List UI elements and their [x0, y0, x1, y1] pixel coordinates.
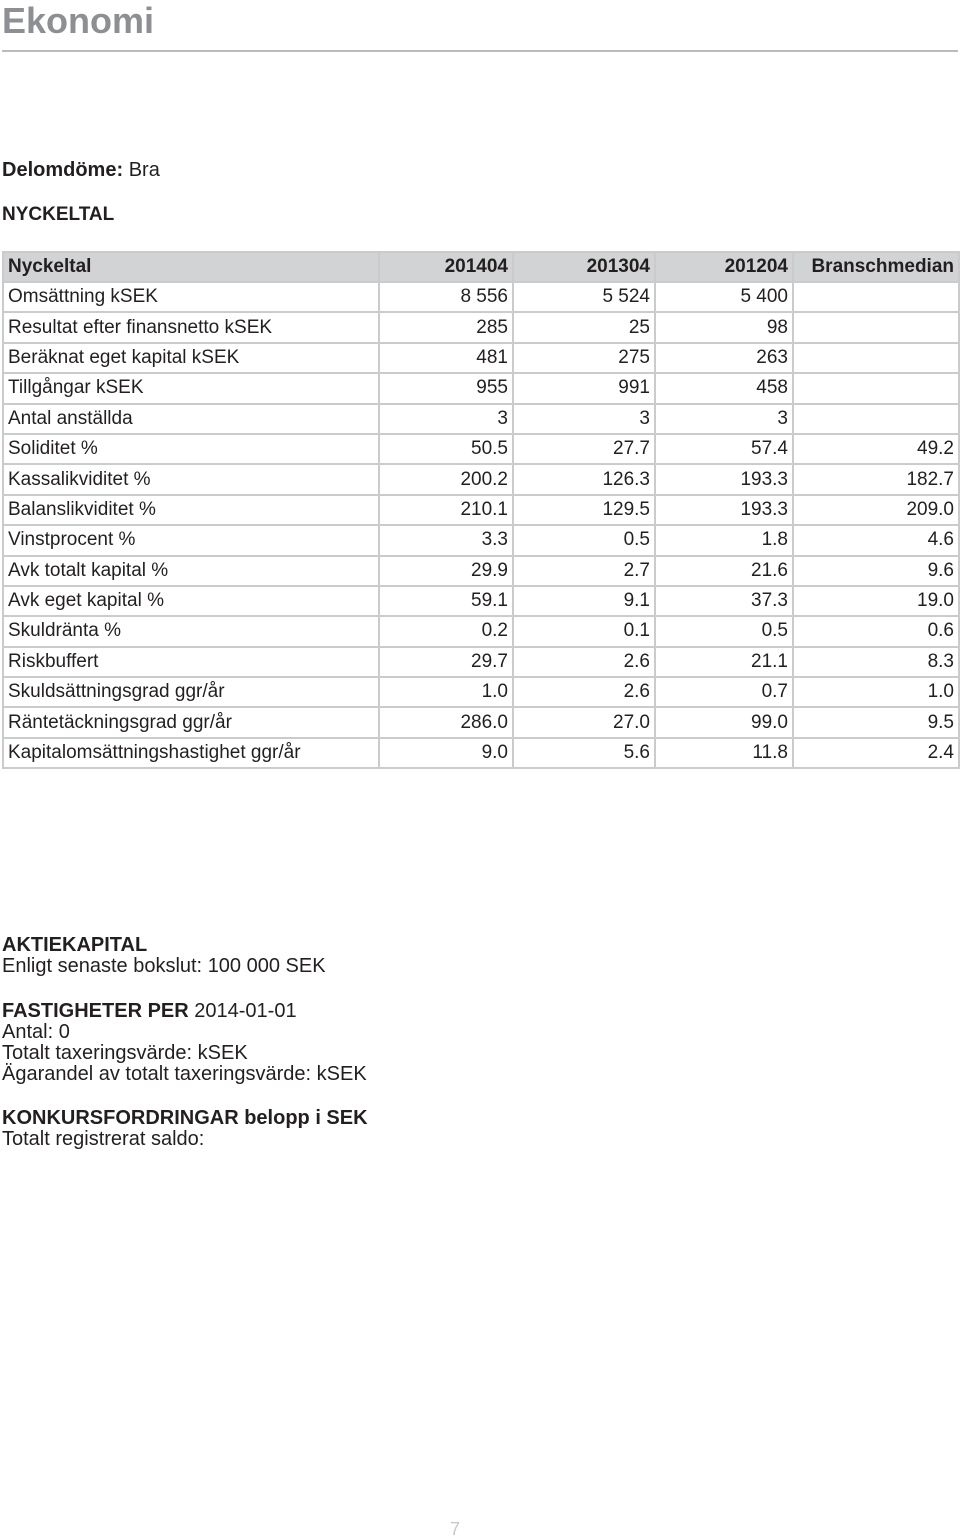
fastigheter-date: 2014-01-01 — [194, 1000, 297, 1022]
fastigheter-heading: FASTIGHETER PER — [2, 1000, 189, 1022]
row-label: Soliditet % — [3, 434, 379, 464]
table-cell: 0.5 — [513, 525, 655, 555]
table-row — [3, 373, 959, 403]
table-cell — [793, 282, 959, 312]
rating-label: Delomdöme: — [2, 159, 124, 181]
table-cell: 9.0 — [379, 738, 513, 768]
table-cell: 21.6 — [655, 556, 793, 586]
konkurs-section — [2, 1108, 368, 1150]
row-label: Omsättning kSEK — [3, 282, 379, 312]
table-cell: 4.6 — [793, 525, 959, 555]
table-cell: 458 — [655, 373, 793, 403]
table-cell: 182.7 — [793, 464, 959, 494]
row-label: Räntetäckningsgrad ggr/år — [3, 707, 379, 737]
table-cell: 29.9 — [379, 556, 513, 586]
table-cell: 1.0 — [379, 677, 513, 707]
table-cell: 193.3 — [655, 464, 793, 494]
table-row — [3, 404, 959, 434]
table-row — [3, 495, 959, 525]
row-label: Vinstprocent % — [3, 525, 379, 555]
table-row — [3, 556, 959, 586]
table-cell: 5.6 — [513, 738, 655, 768]
table-row — [3, 464, 959, 494]
aktiekapital-line — [2, 956, 326, 977]
aktiekapital-section — [2, 935, 326, 977]
table-cell: 285 — [379, 312, 513, 342]
table-cell: 50.5 — [379, 434, 513, 464]
table-cell: 99.0 — [655, 707, 793, 737]
table-cell: 2.6 — [513, 647, 655, 677]
taxering-value: kSEK — [197, 1042, 248, 1064]
table-cell: 9.6 — [793, 556, 959, 586]
row-label: Avk eget kapital % — [3, 586, 379, 616]
table-cell — [793, 312, 959, 342]
table-cell: 209.0 — [793, 495, 959, 525]
table-row — [3, 677, 959, 707]
row-label: Antal anställda — [3, 404, 379, 434]
rating-value: Bra — [128, 159, 160, 181]
column-header: 201404 — [379, 252, 513, 282]
nyckeltal-heading: NYCKELTAL — [2, 204, 115, 225]
table-cell: 0.5 — [655, 616, 793, 646]
table-cell: 11.8 — [655, 738, 793, 768]
row-label: Skuldsättningsgrad ggr/år — [3, 677, 379, 707]
row-label: Tillgångar kSEK — [3, 373, 379, 403]
antal-label: Antal: — [2, 1021, 54, 1043]
table-cell: 9.1 — [513, 586, 655, 616]
table-cell: 29.7 — [379, 647, 513, 677]
aktiekapital-label: Enligt senaste bokslut: — [2, 955, 203, 977]
row-label: Resultat efter finansnetto kSEK — [3, 312, 379, 342]
aktiekapital-heading: AKTIEKAPITAL — [2, 934, 148, 956]
row-label: Kassalikviditet % — [3, 464, 379, 494]
table-row — [3, 282, 959, 312]
table-row — [3, 738, 959, 768]
table-cell: 126.3 — [513, 464, 655, 494]
aktiekapital-value: 100 000 SEK — [207, 955, 326, 977]
table-cell — [793, 343, 959, 373]
table-cell: 2.4 — [793, 738, 959, 768]
table-cell: 991 — [513, 373, 655, 403]
table-cell: 59.1 — [379, 586, 513, 616]
table-cell: 0.7 — [655, 677, 793, 707]
antal-line — [2, 1022, 367, 1043]
antal-value: 0 — [58, 1021, 70, 1043]
agarandel-value: kSEK — [316, 1063, 367, 1085]
column-header: 201204 — [655, 252, 793, 282]
table-row — [3, 343, 959, 373]
table-cell: 210.1 — [379, 495, 513, 525]
row-label: Riskbuffert — [3, 647, 379, 677]
table-cell: 2.7 — [513, 556, 655, 586]
taxering-line — [2, 1043, 367, 1064]
table-cell: 98 — [655, 312, 793, 342]
page-title: Ekonomi — [2, 0, 155, 41]
konkurs-saldo-label: Totalt registrerat saldo: — [2, 1128, 205, 1150]
nyckeltal-table — [2, 251, 960, 769]
konkurs-heading: KONKURSFORDRINGAR belopp i SEK — [2, 1107, 368, 1129]
fastigheter-section — [2, 1001, 367, 1085]
table-cell: 1.8 — [655, 525, 793, 555]
table-cell: 0.2 — [379, 616, 513, 646]
table-cell — [793, 373, 959, 403]
table-cell: 263 — [655, 343, 793, 373]
agarandel-label: Ägarandel av totalt taxeringsvärde: — [2, 1063, 312, 1085]
table-cell: 37.3 — [655, 586, 793, 616]
table-cell: 3 — [513, 404, 655, 434]
table-cell: 8.3 — [793, 647, 959, 677]
table-row — [3, 586, 959, 616]
table-cell: 193.3 — [655, 495, 793, 525]
taxering-label: Totalt taxeringsvärde: — [2, 1042, 193, 1064]
table-cell: 481 — [379, 343, 513, 373]
table-body — [3, 282, 959, 768]
row-label: Balanslikviditet % — [3, 495, 379, 525]
fastigheter-heading-line — [2, 1001, 367, 1022]
table-cell: 0.1 — [513, 616, 655, 646]
table-cell: 27.7 — [513, 434, 655, 464]
rating-line — [2, 158, 160, 182]
table-cell — [793, 404, 959, 434]
row-label: Kapitalomsättningshastighet ggr/år — [3, 738, 379, 768]
table-cell: 955 — [379, 373, 513, 403]
table-cell: 3.3 — [379, 525, 513, 555]
column-header: Nyckeltal — [3, 252, 379, 282]
table-cell: 2.6 — [513, 677, 655, 707]
table-cell: 0.6 — [793, 616, 959, 646]
row-label: Avk totalt kapital % — [3, 556, 379, 586]
table-row — [3, 616, 959, 646]
table-row — [3, 647, 959, 677]
page-number: 7 — [450, 1519, 461, 1539]
table-cell: 200.2 — [379, 464, 513, 494]
row-label: Skuldränta % — [3, 616, 379, 646]
table-row — [3, 707, 959, 737]
column-header: Branschmedian — [793, 252, 959, 282]
table-cell: 27.0 — [513, 707, 655, 737]
table-cell: 57.4 — [655, 434, 793, 464]
title-divider — [2, 50, 958, 52]
table-cell: 21.1 — [655, 647, 793, 677]
agarandel-line — [2, 1064, 367, 1085]
table-header-row — [3, 252, 959, 282]
table-row — [3, 525, 959, 555]
table-cell: 286.0 — [379, 707, 513, 737]
table-row — [3, 434, 959, 464]
table-cell: 25 — [513, 312, 655, 342]
table-cell: 3 — [379, 404, 513, 434]
table-cell: 9.5 — [793, 707, 959, 737]
column-header: 201304 — [513, 252, 655, 282]
row-label: Beräknat eget kapital kSEK — [3, 343, 379, 373]
table-cell: 8 556 — [379, 282, 513, 312]
table-cell: 5 524 — [513, 282, 655, 312]
table-cell: 19.0 — [793, 586, 959, 616]
table-cell: 49.2 — [793, 434, 959, 464]
table-cell: 129.5 — [513, 495, 655, 525]
table-row — [3, 312, 959, 342]
table-cell: 3 — [655, 404, 793, 434]
table-cell: 1.0 — [793, 677, 959, 707]
table-cell: 5 400 — [655, 282, 793, 312]
table-cell: 275 — [513, 343, 655, 373]
